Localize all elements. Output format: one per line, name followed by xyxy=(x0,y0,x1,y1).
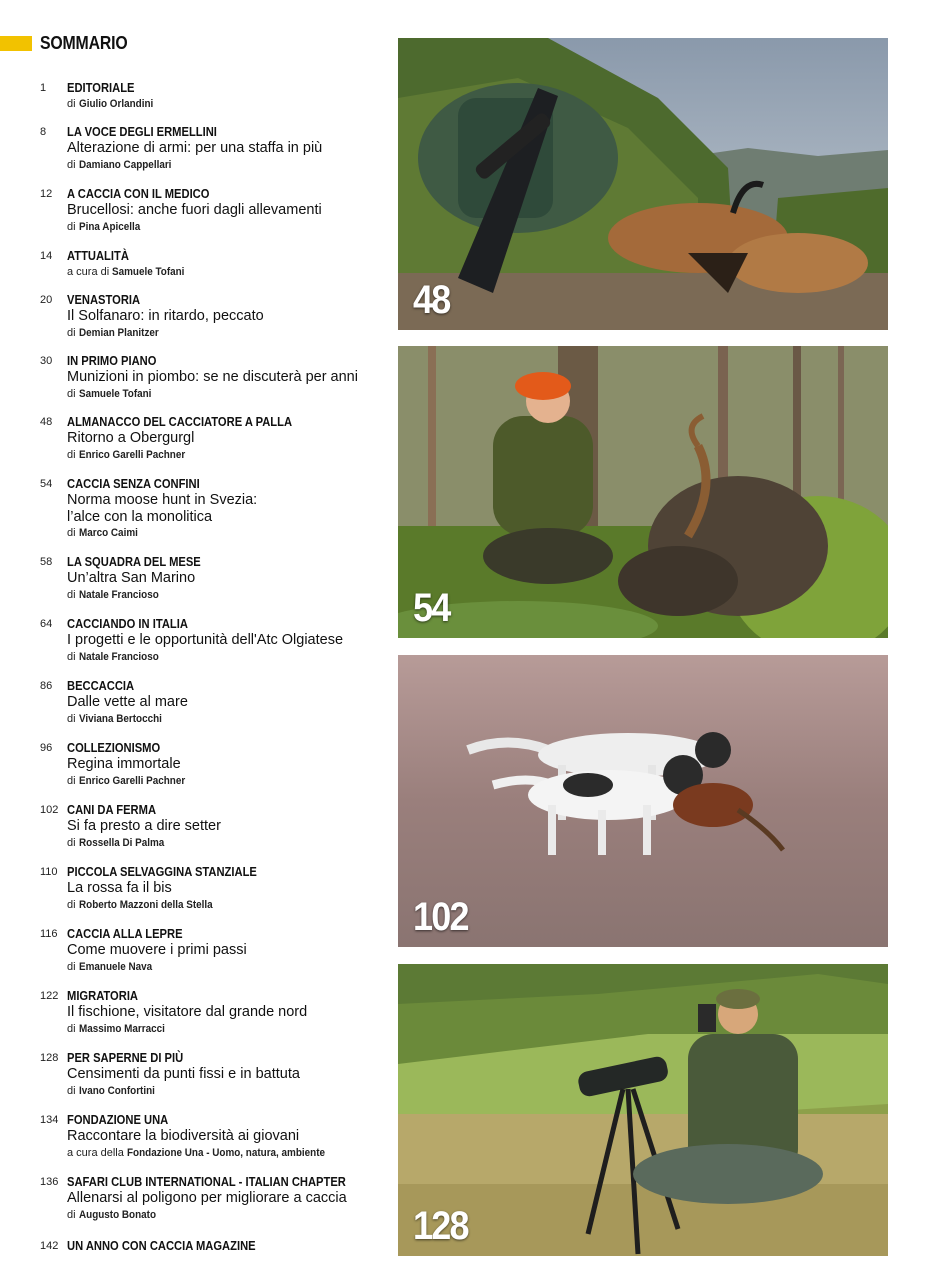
toc-page-number: 134 xyxy=(40,1114,59,1126)
toc-section: VENASTORIA xyxy=(67,292,141,307)
toc-section: MIGRATORIA xyxy=(67,988,139,1003)
toc-author: di Rossella Di Palma xyxy=(67,836,164,849)
toc-title: Brucellosi: anche fuori dagli allevamenti xyxy=(67,202,322,218)
photo-page-number: 102 xyxy=(413,895,468,939)
toc-page-number: 86 xyxy=(40,680,53,692)
toc-page-number: 1 xyxy=(40,82,47,94)
toc-section: COLLEZIONISMO xyxy=(67,740,161,755)
toc-section: CACCIA SENZA CONFINI xyxy=(67,476,200,491)
toc-section: EDITORIALE xyxy=(67,80,135,95)
toc-author: di Augusto Bonato xyxy=(67,1208,156,1221)
photo-page-number: 128 xyxy=(413,1204,468,1248)
toc-section: SAFARI CLUB INTERNATIONAL - ITALIAN CHAPTER xyxy=(67,1174,346,1189)
toc-author: a cura di Samuele Tofani xyxy=(67,266,185,278)
toc-title: I progetti e le opportunità dell'Atc Olgiatese xyxy=(67,632,344,648)
photo-spotting-scope-illustration xyxy=(398,964,888,1256)
toc-author: a cura della Fondazione Una - Uomo, natura, ambiente xyxy=(67,1146,325,1159)
toc-page-number: 116 xyxy=(40,928,58,940)
toc-page-number: 20 xyxy=(40,294,53,306)
photo-moose-illustration xyxy=(398,346,888,638)
toc-page-number: 8 xyxy=(40,126,47,138)
photo-setters-illustration xyxy=(398,655,888,947)
toc-page-number: 142 xyxy=(40,1240,59,1252)
toc-title: Come muovere i primi passi xyxy=(67,942,247,958)
toc-author: di Viviana Bertocchi xyxy=(67,712,162,725)
toc-page-number: 128 xyxy=(40,1052,59,1064)
toc-author: di Natale Francioso xyxy=(67,588,159,601)
toc-page-number: 122 xyxy=(40,990,59,1002)
toc-title: Si fa presto a dire setter xyxy=(67,818,221,834)
toc-section: CANI DA FERMA xyxy=(67,802,157,817)
toc-author: di Damiano Cappellari xyxy=(67,158,172,171)
toc-author: di Enrico Garelli Pachner xyxy=(67,774,185,787)
toc-title: Dalle vette al mare xyxy=(67,694,188,710)
toc-section: PICCOLA SELVAGGINA STANZIALE xyxy=(67,864,257,879)
toc-title-line2: l’alce con la monolitica xyxy=(67,508,213,525)
toc-page-number: 12 xyxy=(40,188,53,200)
toc-author: di Emanuele Nava xyxy=(67,960,152,973)
toc-section: UN ANNO CON CACCIA MAGAZINE xyxy=(67,1238,256,1253)
toc-page-number: 102 xyxy=(40,804,59,816)
toc-title: Norma moose hunt in Svezia: xyxy=(67,492,258,508)
toc-section: PER SAPERNE DI PIÙ xyxy=(67,1050,184,1065)
toc-author: di Demian Planitzer xyxy=(67,326,159,339)
photo-moose[interactable] xyxy=(398,346,888,638)
toc-title: Allenarsi al poligono per migliorare a caccia xyxy=(67,1190,347,1206)
toc-section: IN PRIMO PIANO xyxy=(67,353,157,368)
toc-author: di Massimo Marracci xyxy=(67,1022,165,1035)
photo-chamois-illustration xyxy=(398,38,888,330)
toc-author: di Giulio Orlandini xyxy=(67,98,153,110)
toc-section: LA VOCE DEGLI ERMELLINI xyxy=(67,124,217,139)
photo-spotting-scope[interactable] xyxy=(398,964,888,1256)
toc-page-number: 96 xyxy=(40,742,53,754)
page-title: SOMMARIO xyxy=(40,33,128,53)
toc-page-number: 58 xyxy=(40,556,53,568)
toc-title: Ritorno a Obergurgl xyxy=(67,430,195,446)
photo-chamois[interactable] xyxy=(398,38,888,330)
toc-author: di Enrico Garelli Pachner xyxy=(67,448,185,461)
toc-title: Un’altra San Marino xyxy=(67,570,196,586)
toc-section: LA SQUADRA DEL MESE xyxy=(67,554,201,569)
toc-author: di Roberto Mazzoni della Stella xyxy=(67,898,213,911)
toc-title: Il Solfanaro: in ritardo, peccato xyxy=(67,308,264,324)
toc-section: CACCIA ALLA LEPRE xyxy=(67,926,183,941)
toc-page-number: 30 xyxy=(40,355,53,367)
toc-title: Munizioni in piombo: se ne discuterà per anni xyxy=(67,369,358,385)
photo-page-number: 48 xyxy=(413,278,450,322)
toc-section: ATTUALITÀ xyxy=(67,248,129,263)
toc-title: Raccontare la biodiversità ai giovani xyxy=(67,1128,300,1144)
photo-setters[interactable] xyxy=(398,655,888,947)
toc-section: BECCACCIA xyxy=(67,678,135,693)
toc-page-number: 14 xyxy=(40,250,53,262)
toc-page-number: 48 xyxy=(40,416,53,428)
toc-title: Regina immortale xyxy=(67,756,181,772)
toc-page-number: 54 xyxy=(40,478,53,490)
toc-title: La rossa fa il bis xyxy=(67,880,172,896)
table-of-contents xyxy=(0,0,392,1280)
toc-page-number: 136 xyxy=(40,1176,59,1188)
photo-page-number: 54 xyxy=(413,586,450,630)
toc-page-number: 110 xyxy=(40,866,58,878)
toc-author: di Marco Caimi xyxy=(67,527,138,539)
toc-author: di Natale Francioso xyxy=(67,650,159,663)
toc-page-number: 64 xyxy=(40,618,53,630)
toc-author: di Samuele Tofani xyxy=(67,387,152,400)
toc-section: A CACCIA CON IL MEDICO xyxy=(67,186,210,201)
toc-section: CACCIANDO IN ITALIA xyxy=(67,616,188,631)
toc-title: Il fischione, visitatore dal grande nord xyxy=(67,1004,308,1020)
toc-section: ALMANACCO DEL CACCIATORE A PALLA xyxy=(67,414,293,429)
toc-author: di Ivano Confortini xyxy=(67,1084,155,1097)
toc-title: Alterazione di armi: per una staffa in più xyxy=(67,140,323,156)
toc-section: FONDAZIONE UNA xyxy=(67,1112,169,1127)
toc-title: Censimenti da punti fissi e in battuta xyxy=(67,1066,300,1082)
toc-author: di Pina Apicella xyxy=(67,220,140,233)
